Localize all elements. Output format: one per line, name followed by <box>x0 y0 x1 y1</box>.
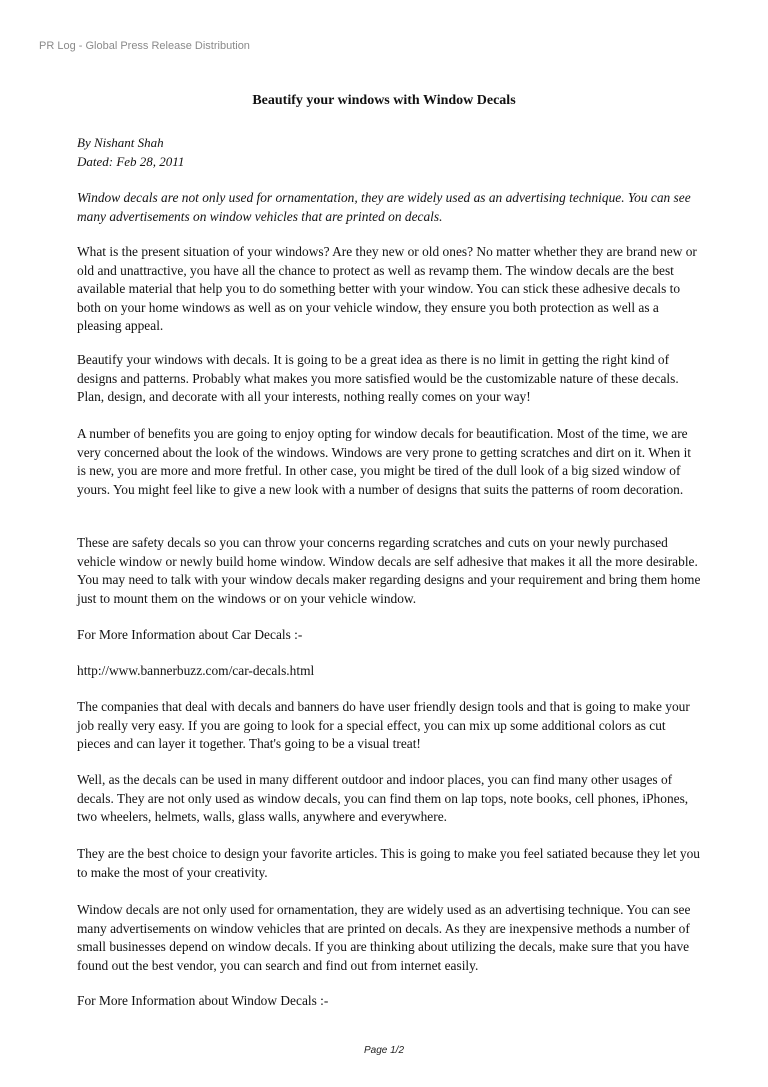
paragraph-safety: These are safety decals so you can throw your concerns regarding scratches and cuts on your newly purchased vehicle window or newly build home window. Window decals are self adhesive that makes it all the more desirable. You may need to talk with your window decals maker regarding designs and your requirement and bring them home just to mount them on the windows or on your vehicle window. <box>77 535 701 606</box>
paragraph-advertising: Window decals are not only used for ornamentation, they are widely used as an advertising technique. You can see many advertisements on window vehicles that are printed on decals. As they are inexpensive methods a number of small businesses depend on window decals. If you are thinking about utilizing the decals, make sure that you have found out the best vendor, you can search and find out from internet easily. <box>77 902 691 973</box>
paragraph-companies: The companies that deal with decals and banners do have user friendly design tools and that is going to make your job really very easy. If you are going to look for a special effect, you can mix up some additional colors as cut pieces and can layer it together. That's going to be a visual treat! <box>77 699 690 752</box>
more-info-window-decals: For More Information about Window Decals :- <box>77 993 329 1008</box>
date-line: Dated: Feb 28, 2011 <box>77 154 185 169</box>
intro-paragraph: Window decals are not only used for ornamentation, they are widely used as an advertising technique. You can see many advertisements on window vehicles that are printed on decals. <box>77 190 691 224</box>
more-info-car-decals: For More Information about Car Decals :- <box>77 627 303 642</box>
paragraph-beautify: Beautify your windows with decals. It is going to be a great idea as there is no limit in getting the right kind of designs and patterns. Probably what makes you more satisfied would be the customizable nature of these decals. Plan, design, and decorate with all your interests, nothing really comes on your way! <box>77 352 679 405</box>
car-decals-link[interactable]: http://www.bannerbuzz.com/car-decals.html <box>77 663 315 678</box>
page-number: Page 1/2 <box>363 1045 405 1056</box>
document-title: Beautify your windows with Window Decals <box>252 93 516 108</box>
byline: By Nishant Shah <box>77 135 164 150</box>
paragraph-benefits: A number of benefits you are going to enjoy opting for window decals for beautification. Most of the time, we are very concerned about the look of the windows. Windows are very prone to getting scratches and dirt on it. When it is new, you are more and more fretful. In other case, you might be tired of the dull look of a big sized window of yours. You might feel like to give a new look with a number of designs that suits the patterns of room decoration. <box>77 426 692 497</box>
paragraph-situation: What is the present situation of your windows? Are they new or old ones? No matter whether they are brand new or old and unattractive, you have all the chance to protect as well as revamp them. The window decals are the best available material that help you to do something better with your window. You can stick these adhesive decals to both on your home windows as well as on your vehicle window, they ensure you both protection as well as a pleasing appeal. <box>77 244 697 334</box>
page-header: PR Log - Global Press Release Distribution <box>39 40 250 52</box>
paragraph-usages: Well, as the decals can be used in many different outdoor and indoor places, you can find many other usages of decals. They are not only used as window decals, you can find them on lap tops, note books, cell phones, iPhones, two wheelers, helmets, walls, glass walls, anywhere and everywhere. <box>77 772 689 825</box>
paragraph-best-choice: They are the best choice to design your favorite articles. This is going to make you feel satiated because they let you to make the most of your creativity. <box>77 846 700 880</box>
